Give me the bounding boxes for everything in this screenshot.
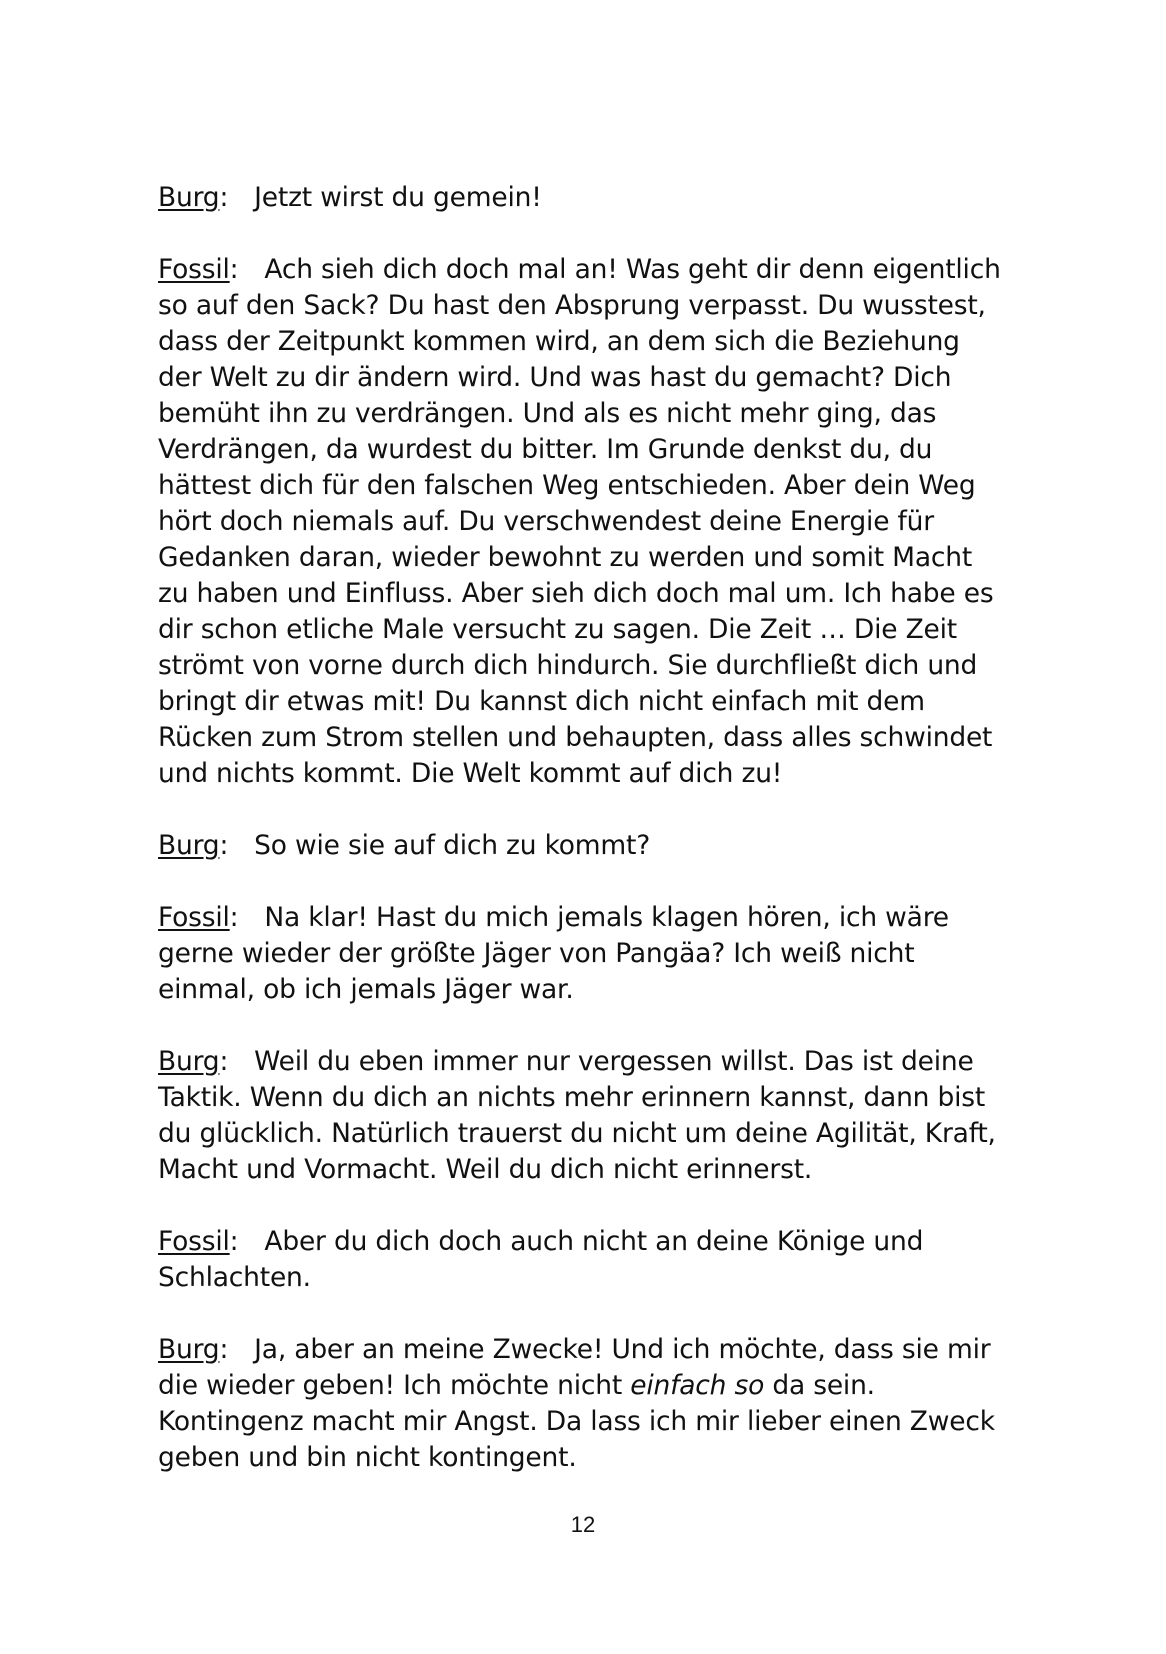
speech-burg-1: Burg: Jetzt wirst du gemein! (158, 182, 542, 213)
speech-text-italic: einfach so (630, 1370, 765, 1401)
speech-text: So wie sie auf dich zu kommt? (254, 830, 651, 861)
speaker-name: Burg (158, 1046, 220, 1077)
speech-burg-2: Burg: So wie sie auf dich zu kommt? (158, 830, 651, 861)
page-number: 12 (570, 1512, 596, 1537)
speech-text: Ach sieh dich doch mal an! Was geht dir denn eigentlich so auf den Sack? Du hast den Absprung verpasst. Du wusstest, dass der Zeitpunkt kommen wird, an dem sich die Beziehung der Welt zu dir ändern wird. Und was hast du gemacht? Dich bemüht ihn zu verdrängen. Und als es nicht mehr ging, das Verdrängen, da wurdest du bitter. Im Grunde denkst du, du hättest dich für den falschen Weg entschieden. Aber dein Weg hört doch niemals auf. Du verschwendest deine Energie für Gedanken daran, wieder bewohnt zu werden und somit Macht zu haben und Einfluss. Aber sieh dich doch mal um. Ich habe es dir schon etliche Male versucht zu sagen. Die Zeit … Die Zeit strömt von vorne durch dich hindurch. Sie durchfließt dich und bringt dir etwas mit! Du kannst dich nicht einfach mit dem Rücken zum Strom stellen und behaupten, dass alles schwindet und nichts kommt. Die Welt kommt auf dich zu! (158, 254, 1001, 789)
speech-text: Jetzt wirst du gemein! (254, 182, 542, 213)
speaker-name: Fossil (158, 902, 230, 933)
speech-burg-3: Burg: Weil du eben immer nur vergessen willst. Das ist deine Taktik. Wenn du dich an nichts mehr erinnern kannst, dann bist du glücklich. Natürlich trauerst du nicht um deine Agilität, Kraft, Macht und Vormacht. Weil du dich nicht erinnerst. (158, 1046, 996, 1185)
speaker-name: Burg (158, 1334, 220, 1365)
script-page (158, 180, 1008, 1512)
speech-text-start: Ja, aber an meine Zwecke! Und ich möchte, dass sie mir die wieder geben! Ich möchte nicht (158, 1334, 991, 1401)
speaker-name: Fossil (158, 254, 230, 285)
speech-fossil-2: Fossil: Na klar! Hast du mich jemals klagen hören, ich wäre gerne wieder der größte Jäger von Pangäa? Ich weiß nicht einmal, ob ich jemals Jäger war. (158, 902, 949, 1005)
speech-fossil-1: Fossil: Ach sieh dich doch mal an! Was geht dir denn eigentlich so auf den Sack? Du hast den Absprung verpasst. Du wusstest, dass der Zeitpunkt kommen wird, an dem sich die Beziehung der Welt zu dir ändern wird. Und was hast du gemacht? Dich bemüht ihn zu verdrängen. Und als es nicht mehr ging, das Verdrängen, da wurdest du bitter. Im Grunde denkst du, du hättest dich für den falschen Weg entschieden. Aber dein Weg hört doch niemals auf. Du verschwendest deine Energie für Gedanken daran, wieder bewohnt zu werden und somit Macht zu haben und Einfluss. Aber sieh dich doch mal um. Ich habe es dir schon etliche Male versucht zu sagen. Die Zeit … Die Zeit strömt von vorne durch dich hindurch. Sie durchfließt dich und bringt dir etwas mit! Du kannst dich nicht einfach mit dem Rücken zum Strom stellen und behaupten, dass alles schwindet und nichts kommt. Die Welt kommt auf dich zu! (158, 254, 1001, 789)
speech-text-end: da sein. Kontingenz macht mir Angst. Da lass ich mir lieber einen Zweck geben und bin nicht kontingent. (158, 1370, 995, 1473)
speech-burg-4: Burg: Ja, aber an meine Zwecke! Und ich möchte, dass sie mir die wieder geben! Ich möchte nicht einfach so da sein. Kontingenz macht mir Angst. Da lass ich mir lieber einen Zweck geben und bin nicht kontingent. (158, 1334, 995, 1473)
speech-fossil-3: Fossil: Aber du dich doch auch nicht an deine Könige und Schlachten. (158, 1226, 924, 1293)
speaker-name: Burg (158, 830, 220, 861)
speaker-name: Burg (158, 182, 220, 213)
speaker-name: Fossil (158, 1226, 230, 1257)
speech-text: Na klar! Hast du mich jemals klagen hören, ich wäre gerne wieder der größte Jäger von Pangäa? Ich weiß nicht einmal, ob ich jemals Jäger war. (158, 902, 949, 1005)
speech-text: Weil du eben immer nur vergessen willst. Das ist deine Taktik. Wenn du dich an nichts mehr erinnern kannst, dann bist du glücklich. Natürlich trauerst du nicht um deine Agilität, Kraft, Macht und Vormacht. Weil du dich nicht erinnerst. (158, 1046, 996, 1185)
speech-text: Aber du dich doch auch nicht an deine Könige und Schlachten. (158, 1226, 924, 1293)
